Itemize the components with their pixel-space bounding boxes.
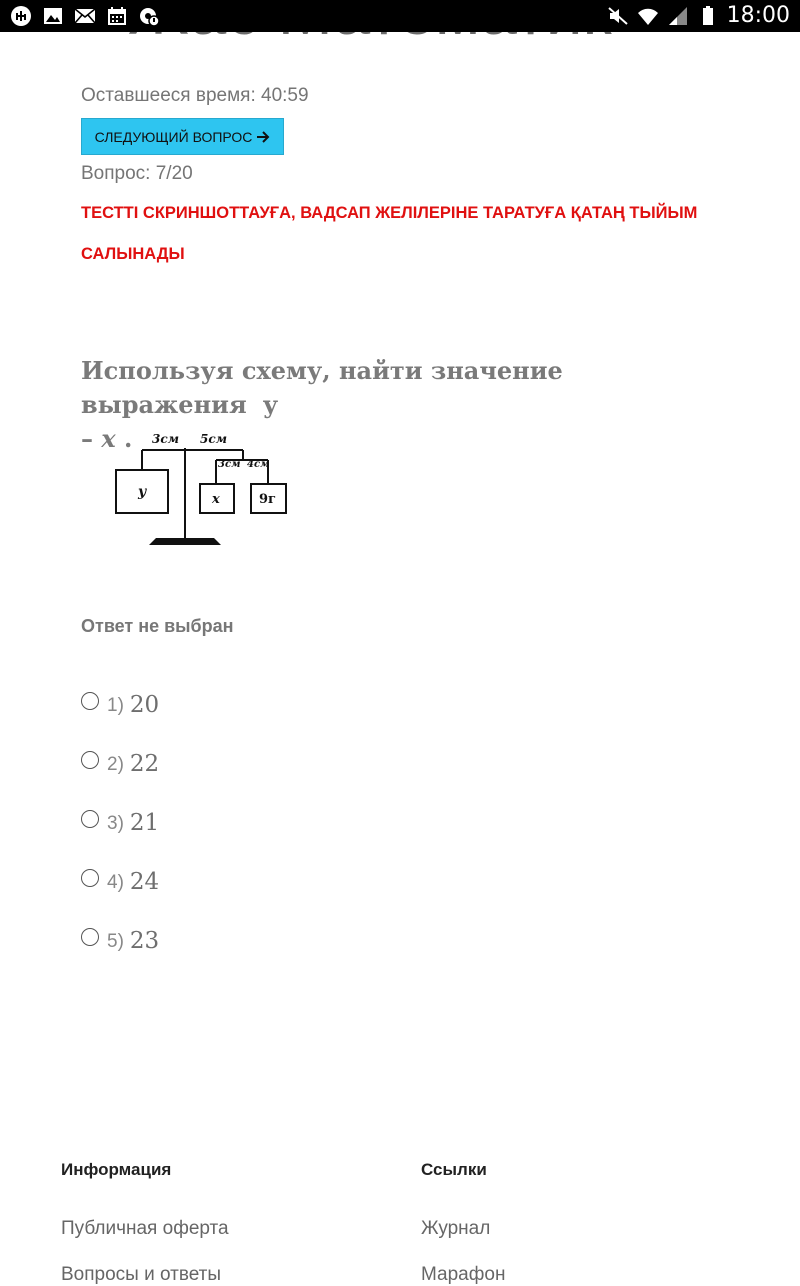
question-expr-minus: – (81, 424, 102, 453)
label-3cm-top: 3см (152, 432, 180, 446)
answer-option[interactable] (81, 688, 159, 718)
option-value: 22 (129, 751, 160, 777)
clock: 18:00 (726, 3, 790, 28)
battery-icon (697, 5, 719, 27)
answer-status: Ответ не выбран (81, 616, 234, 636)
radio-button[interactable] (81, 692, 99, 710)
footer-heading-links: Ссылки (421, 1160, 487, 1179)
balance-scale-diagram (108, 428, 298, 550)
wifi-icon (637, 5, 659, 27)
question-expr-y: y (263, 390, 278, 419)
footer-link-faq[interactable]: Вопросы и ответы (61, 1264, 222, 1285)
footer-link-journal[interactable]: Журнал (421, 1218, 491, 1239)
answer-option[interactable] (81, 806, 159, 836)
question-expr-end: . (115, 424, 133, 453)
option-number: 5) (107, 931, 124, 952)
next-question-button[interactable] (81, 118, 284, 155)
footer-link-marathon[interactable]: Марафон (421, 1264, 506, 1285)
option-value: 24 (129, 869, 160, 895)
label-4cm: 4см (247, 459, 270, 470)
box-label-y: y (138, 484, 147, 500)
question-text-main: Используя схему, найти значение выражения (81, 356, 563, 419)
footer-heading-info: Информация (61, 1160, 172, 1179)
label-5cm: 5см (200, 432, 228, 446)
option-value: 20 (129, 692, 160, 718)
usb-debug-icon (10, 5, 32, 27)
option-value: 21 (129, 810, 160, 836)
arrow-right-icon (256, 130, 270, 144)
status-bar (0, 0, 800, 32)
settings-notification-icon (138, 5, 160, 27)
warning-text: ТЕСТТІ СКРИНШОТТАУҒА, ВАДСАП ЖЕЛІЛЕРІНЕ ТАРАТУҒА ҚАТАҢ ТЫЙЫМ САЛЫНАДЫ (81, 204, 698, 263)
box-label-9g: 9г (259, 492, 277, 507)
question-expr-x: x (101, 424, 116, 453)
option-number: 4) (107, 872, 124, 893)
radio-button[interactable] (81, 751, 99, 769)
radio-button[interactable] (81, 810, 99, 828)
option-number: 3) (107, 813, 124, 834)
box-label-x: x (212, 492, 220, 507)
label-3cm-sub: 3см (218, 459, 241, 470)
next-question-label: СЛЕДУЮЩИЙ ВОПРОС (94, 128, 253, 145)
option-number: 2) (107, 754, 124, 775)
option-value: 23 (129, 928, 160, 954)
footer-link-public-offer[interactable]: Публичная оферта (61, 1218, 229, 1239)
image-icon (42, 5, 64, 27)
calendar-icon (106, 5, 128, 27)
question-counter: Вопрос: 7/20 (81, 163, 193, 184)
answer-option[interactable] (81, 747, 159, 777)
mail-icon (74, 5, 96, 27)
radio-button[interactable] (81, 869, 99, 887)
remaining-time: Оставшееся время: 40:59 (81, 85, 309, 106)
signal-icon (667, 5, 689, 27)
option-number: 1) (107, 695, 124, 716)
radio-button[interactable] (81, 928, 99, 946)
answer-option[interactable] (81, 924, 159, 954)
mute-icon (607, 5, 629, 27)
answer-option[interactable] (81, 865, 159, 895)
